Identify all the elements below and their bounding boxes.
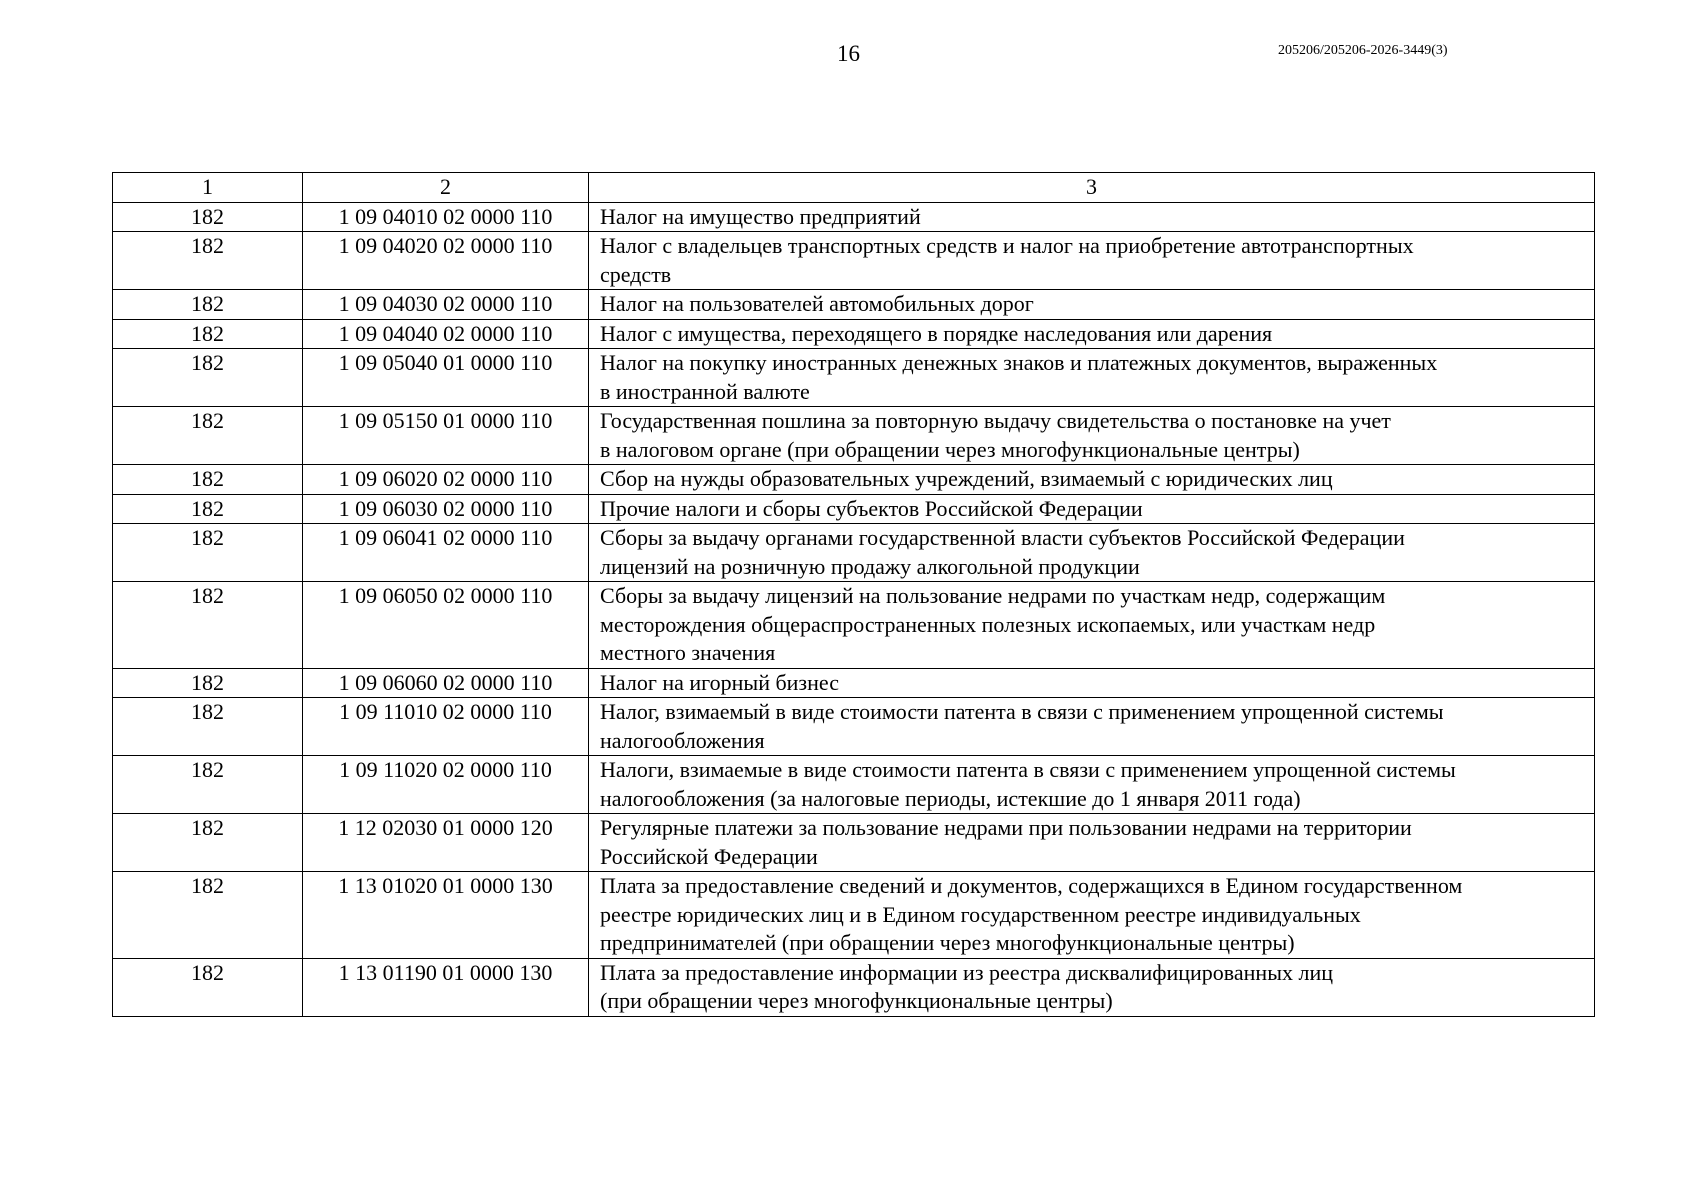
admin-code-cell: 182 (113, 668, 303, 698)
admin-code-cell: 182 (113, 872, 303, 959)
description-line: Прочие налоги и сборы субъектов Российской Федерации (600, 495, 1143, 521)
admin-code-cell: 182 (113, 524, 303, 582)
description-line: Налог, взимаемый в виде стоимости патента в связи с применением упрощенной системы (600, 699, 1444, 724)
budget-code-cell: 1 09 04020 02 0000 110 (303, 232, 589, 290)
table-row (113, 756, 1595, 814)
description-cell (589, 232, 1595, 290)
description-line: Налог на покупку иностранных денежных знаков и платежных документов, выраженных (600, 350, 1438, 375)
budget-code-cell: 1 09 04030 02 0000 110 (303, 290, 589, 320)
table-row (113, 958, 1595, 1016)
description-line: Государственная пошлина за повторную выдачу свидетельства о постановке на учет (600, 408, 1391, 433)
description-cell (589, 756, 1595, 814)
description-line: Сбор на нужды образовательных учреждений, взимаемый с юридических лиц (600, 466, 1333, 491)
budget-code-cell: 1 09 06050 02 0000 110 (303, 582, 589, 669)
description-line: Плата за предоставление информации из реестра дисквалифицированных лиц (600, 959, 1334, 985)
budget-code-cell: 1 12 02030 01 0000 120 (303, 814, 589, 872)
description-line: Сборы за выдачу лицензий на пользование недрами по участкам недр, содержащим (600, 583, 1386, 608)
budget-code-cell: 1 09 05040 01 0000 110 (303, 349, 589, 407)
budget-code-cell: 1 13 01190 01 0000 130 (303, 958, 589, 1016)
description-cell (589, 668, 1595, 698)
admin-code-cell: 182 (113, 349, 303, 407)
table-row (113, 814, 1595, 872)
page-number: 16 (837, 41, 860, 66)
description-line: лицензий на розничную продажу алкогольной продукции (600, 553, 1140, 579)
admin-code-cell: 182 (113, 494, 303, 524)
table-row (113, 668, 1595, 698)
table-row (113, 698, 1595, 756)
description-line: местного значения (600, 640, 776, 665)
description-cell (589, 524, 1595, 582)
description-line: средств (600, 261, 672, 287)
table-row (113, 407, 1595, 465)
description-cell (589, 202, 1595, 232)
budget-code-cell: 1 09 04040 02 0000 110 (303, 319, 589, 349)
description-cell (589, 698, 1595, 756)
admin-code-cell: 182 (113, 202, 303, 232)
description-line: предпринимателей (при обращении через многофункциональные центры) (600, 930, 1295, 955)
table-row (113, 465, 1595, 495)
table-row (113, 582, 1595, 669)
table-row (113, 232, 1595, 290)
description-line: Российской Федерации (600, 843, 818, 869)
admin-code-cell: 182 (113, 582, 303, 669)
budget-code-cell: 1 09 04010 02 0000 110 (303, 202, 589, 232)
table-row (113, 349, 1595, 407)
budget-code-cell: 1 13 01020 01 0000 130 (303, 872, 589, 959)
document-code: 205206/205206-2026-3449(3) (1278, 43, 1448, 58)
admin-code-cell: 182 (113, 319, 303, 349)
description-cell (589, 872, 1595, 959)
table-row (113, 290, 1595, 320)
description-line: налогообложения (600, 727, 765, 753)
table-header-row (113, 173, 1595, 203)
description-cell (589, 319, 1595, 349)
table-row (113, 202, 1595, 232)
budget-code-cell: 1 09 05150 01 0000 110 (303, 407, 589, 465)
budget-code-cell: 1 09 06020 02 0000 110 (303, 465, 589, 495)
table-body (113, 202, 1595, 1016)
description-line: Плата за предоставление сведений и документов, содержащихся в Едином государственном (600, 873, 1463, 898)
description-line: Регулярные платежи за пользование недрами при пользовании недрами на территории (600, 815, 1412, 840)
description-line: Налог на пользователей автомобильных дорог (600, 291, 1034, 316)
description-cell (589, 582, 1595, 669)
table-row (113, 319, 1595, 349)
admin-code-cell: 182 (113, 465, 303, 495)
budget-code-cell: 1 09 11020 02 0000 110 (303, 756, 589, 814)
budget-codes-table (112, 172, 1595, 1017)
description-line: Налог на игорный бизнес (600, 669, 839, 695)
admin-code-cell: 182 (113, 814, 303, 872)
admin-code-cell: 182 (113, 232, 303, 290)
description-cell (589, 465, 1595, 495)
description-cell (589, 814, 1595, 872)
description-line: Налог с имущества, переходящего в порядке наследования или дарения (600, 320, 1273, 346)
description-cell (589, 349, 1595, 407)
description-line: Налог на имущество предприятий (600, 203, 921, 229)
description-line: месторождения общераспространенных полезных ископаемых, или участкам недр (600, 611, 1376, 637)
admin-code-cell: 182 (113, 290, 303, 320)
admin-code-cell: 182 (113, 958, 303, 1016)
admin-code-cell: 182 (113, 756, 303, 814)
description-cell (589, 494, 1595, 524)
description-line: Налоги, взимаемые в виде стоимости патента в связи с применением упрощенной системы (600, 757, 1456, 782)
budget-code-cell: 1 09 06030 02 0000 110 (303, 494, 589, 524)
description-line: в иностранной валюте (600, 378, 810, 404)
table-row (113, 872, 1595, 959)
description-cell (589, 407, 1595, 465)
description-cell (589, 290, 1595, 320)
table-row (113, 494, 1595, 524)
admin-code-cell: 182 (113, 698, 303, 756)
admin-code-cell: 182 (113, 407, 303, 465)
column-header-2: 2 (303, 173, 589, 203)
table-row (113, 524, 1595, 582)
budget-code-cell: 1 09 11010 02 0000 110 (303, 698, 589, 756)
budget-code-cell: 1 09 06041 02 0000 110 (303, 524, 589, 582)
column-header-1: 1 (113, 173, 303, 203)
description-line: реестре юридических лиц и в Едином государственном реестре индивидуальных (600, 901, 1361, 927)
description-line: в налоговом органе (при обращении через многофункциональные центры) (600, 436, 1300, 462)
description-line: налогообложения (за налоговые периоды, истекшие до 1 января 2011 года) (600, 785, 1301, 811)
budget-code-cell: 1 09 06060 02 0000 110 (303, 668, 589, 698)
description-cell (589, 958, 1595, 1016)
description-line: (при обращении через многофункциональные центры) (600, 988, 1113, 1013)
description-line: Налог с владельцев транспортных средств и налог на приобретение автотранспортных (600, 233, 1414, 258)
column-header-3: 3 (589, 173, 1595, 203)
description-line: Сборы за выдачу органами государственной власти субъектов Российской Федерации (600, 525, 1405, 550)
